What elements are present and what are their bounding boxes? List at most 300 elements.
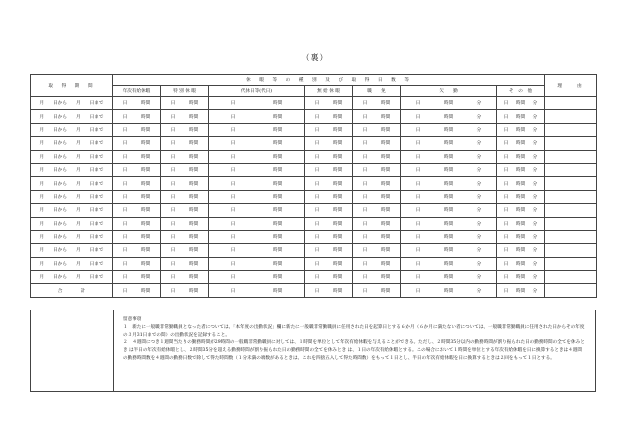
unit-min: 分 bbox=[476, 114, 482, 120]
unit-day: 日 bbox=[230, 208, 236, 214]
leave-cell bbox=[113, 177, 161, 190]
subheader-7: そ の 他 bbox=[497, 86, 545, 97]
leave-cell bbox=[497, 230, 545, 243]
leave-cell bbox=[161, 284, 209, 297]
period-part: 日から bbox=[53, 101, 67, 107]
leave-cell bbox=[401, 123, 497, 136]
period-part: 日から bbox=[53, 208, 67, 214]
period-part: 月 bbox=[76, 154, 81, 160]
leave-cell bbox=[209, 204, 305, 217]
unit-day: 日 bbox=[362, 235, 368, 241]
reason-cell bbox=[545, 123, 597, 136]
unit-hour: 時間 bbox=[189, 154, 199, 160]
leave-units bbox=[305, 154, 352, 160]
period-fields bbox=[31, 114, 112, 120]
unit-day: 日 bbox=[170, 261, 176, 267]
leave-cell bbox=[497, 150, 545, 163]
leave-cell bbox=[353, 217, 401, 230]
unit-day: 日 bbox=[314, 154, 320, 160]
leave-units bbox=[305, 234, 352, 240]
unit-day: 日 bbox=[362, 208, 368, 214]
unit-day: 日 bbox=[415, 261, 421, 267]
unit-day: 日 bbox=[415, 154, 421, 160]
leave-cell bbox=[161, 204, 209, 217]
unit-hour: 時間 bbox=[141, 221, 151, 227]
leave-cell bbox=[401, 177, 497, 190]
period-cell bbox=[31, 150, 113, 163]
unit-hour: 時間 bbox=[189, 194, 199, 200]
leave-units bbox=[353, 100, 400, 106]
period-part: 日まで bbox=[89, 248, 104, 254]
leave-cell bbox=[209, 110, 305, 123]
leave-units bbox=[305, 100, 352, 106]
unit-day: 日 bbox=[170, 208, 176, 214]
leave-cell bbox=[353, 150, 401, 163]
unit-day: 日 bbox=[230, 168, 236, 174]
unit-hour: 時間 bbox=[333, 275, 343, 281]
leave-cell bbox=[353, 97, 401, 110]
leave-units bbox=[209, 247, 304, 253]
leave-units bbox=[353, 261, 400, 267]
unit-day: 日 bbox=[170, 248, 176, 254]
period-part: 日から bbox=[53, 154, 67, 160]
leave-cell bbox=[113, 204, 161, 217]
unit-hour: 時間 bbox=[141, 181, 151, 187]
leave-cell bbox=[113, 230, 161, 243]
unit-day: 日 bbox=[122, 235, 128, 241]
unit-day: 日 bbox=[503, 168, 509, 174]
unit-day: 日 bbox=[415, 141, 421, 147]
unit-day: 日 bbox=[230, 194, 236, 200]
leave-units bbox=[305, 274, 352, 280]
leave-units bbox=[401, 221, 496, 227]
unit-min: 分 bbox=[532, 181, 538, 187]
table-row bbox=[31, 110, 597, 123]
subheader-6: 欠 勤 bbox=[401, 86, 497, 97]
leave-units bbox=[401, 140, 496, 146]
unit-day: 日 bbox=[415, 181, 421, 187]
period-fields bbox=[31, 127, 112, 133]
period-part: 月 bbox=[39, 181, 45, 187]
unit-day: 日 bbox=[362, 141, 368, 147]
leave-cell bbox=[305, 163, 353, 176]
subheader-5: 職 免 bbox=[353, 86, 401, 97]
leave-cell bbox=[401, 150, 497, 163]
unit-hour: 時間 bbox=[273, 114, 283, 120]
leave-cell bbox=[305, 271, 353, 284]
reason-cell bbox=[545, 257, 597, 270]
unit-day: 日 bbox=[314, 194, 320, 200]
period-cell bbox=[31, 123, 113, 136]
period-part: 日から bbox=[53, 168, 67, 174]
unit-hour: 時間 bbox=[189, 288, 199, 294]
period-part: 月 bbox=[39, 141, 45, 147]
leave-units bbox=[209, 114, 304, 120]
unit-day: 日 bbox=[230, 261, 236, 267]
leave-cell bbox=[209, 97, 305, 110]
unit-day: 日 bbox=[230, 288, 236, 294]
period-part: 月 bbox=[39, 168, 45, 174]
unit-hour: 時間 bbox=[515, 168, 526, 174]
unit-day: 日 bbox=[122, 114, 128, 120]
unit-hour: 時間 bbox=[273, 275, 283, 281]
leave-cell bbox=[353, 204, 401, 217]
unit-day: 日 bbox=[170, 288, 176, 294]
leave-units bbox=[497, 127, 544, 133]
unit-day: 日 bbox=[503, 141, 509, 147]
unit-day: 日 bbox=[314, 261, 320, 267]
subheader-1: 年次有給休暇 bbox=[113, 86, 161, 97]
leave-cell bbox=[353, 190, 401, 203]
leave-cell bbox=[353, 123, 401, 136]
leave-cell bbox=[497, 97, 545, 110]
unit-day: 日 bbox=[230, 235, 236, 241]
unit-hour: 時間 bbox=[273, 235, 283, 241]
unit-day: 日 bbox=[415, 194, 421, 200]
unit-day: 日 bbox=[362, 127, 368, 133]
leave-units bbox=[305, 181, 352, 187]
unit-hour: 時間 bbox=[273, 154, 283, 160]
leave-units bbox=[353, 140, 400, 146]
table-row bbox=[31, 204, 597, 217]
leave-units bbox=[113, 221, 160, 227]
unit-min: 分 bbox=[532, 168, 538, 174]
period-part: 日から bbox=[53, 261, 67, 267]
unit-hour: 時間 bbox=[141, 288, 151, 294]
period-part: 月 bbox=[76, 261, 81, 267]
leave-cell bbox=[401, 257, 497, 270]
unit-day: 日 bbox=[122, 248, 128, 254]
unit-hour: 時間 bbox=[443, 221, 454, 227]
unit-hour: 時間 bbox=[381, 154, 391, 160]
unit-hour: 時間 bbox=[141, 114, 151, 120]
reason-cell bbox=[545, 204, 597, 217]
unit-day: 日 bbox=[415, 101, 421, 107]
table-row bbox=[31, 163, 597, 176]
unit-hour: 時間 bbox=[333, 168, 343, 174]
unit-day: 日 bbox=[170, 194, 176, 200]
leave-cell bbox=[209, 163, 305, 176]
reason-cell bbox=[545, 150, 597, 163]
unit-hour: 時間 bbox=[443, 168, 454, 174]
table-row bbox=[31, 177, 597, 190]
unit-day: 日 bbox=[362, 101, 368, 107]
leave-cell bbox=[305, 137, 353, 150]
unit-hour: 時間 bbox=[515, 141, 526, 147]
unit-day: 日 bbox=[314, 127, 320, 133]
unit-day: 日 bbox=[362, 154, 368, 160]
period-part: 日まで bbox=[89, 114, 104, 120]
unit-day: 日 bbox=[230, 181, 236, 187]
unit-hour: 時間 bbox=[273, 141, 283, 147]
unit-hour: 時間 bbox=[515, 261, 526, 267]
unit-hour: 時間 bbox=[333, 114, 343, 120]
notes-left-cell bbox=[31, 310, 114, 391]
leave-cell bbox=[497, 217, 545, 230]
leave-units bbox=[305, 140, 352, 146]
unit-hour: 時間 bbox=[381, 275, 391, 281]
leave-units bbox=[113, 274, 160, 280]
leave-cell bbox=[353, 110, 401, 123]
leave-units bbox=[353, 181, 400, 187]
leave-cell bbox=[209, 230, 305, 243]
period-fields bbox=[31, 261, 112, 267]
unit-hour: 時間 bbox=[515, 288, 526, 294]
period-part: 月 bbox=[39, 221, 45, 227]
leave-units bbox=[401, 247, 496, 253]
unit-day: 日 bbox=[170, 181, 176, 187]
leave-units bbox=[353, 194, 400, 200]
unit-hour: 時間 bbox=[141, 194, 151, 200]
leave-cell bbox=[161, 137, 209, 150]
unit-day: 日 bbox=[503, 261, 509, 267]
leave-cell bbox=[305, 257, 353, 270]
leave-cell bbox=[305, 217, 353, 230]
unit-hour: 時間 bbox=[443, 261, 454, 267]
unit-day: 日 bbox=[362, 275, 368, 281]
reason-cell bbox=[545, 284, 597, 297]
leave-cell bbox=[305, 190, 353, 203]
unit-hour: 時間 bbox=[443, 275, 454, 281]
unit-hour: 時間 bbox=[273, 261, 283, 267]
leave-cell bbox=[497, 204, 545, 217]
unit-day: 日 bbox=[415, 288, 421, 294]
leave-units bbox=[497, 181, 544, 187]
unit-day: 日 bbox=[362, 261, 368, 267]
leave-cell bbox=[305, 123, 353, 136]
period-fields bbox=[31, 154, 112, 160]
period-fields bbox=[31, 207, 112, 213]
unit-day: 日 bbox=[314, 101, 320, 107]
table-row bbox=[31, 137, 597, 150]
leave-units bbox=[305, 207, 352, 213]
period-cell bbox=[31, 190, 113, 203]
period-part: 日から bbox=[53, 248, 67, 254]
period-header: 取 得 期 間 bbox=[31, 75, 113, 97]
leave-units bbox=[209, 274, 304, 280]
unit-day: 日 bbox=[503, 154, 509, 160]
unit-min: 分 bbox=[476, 261, 482, 267]
unit-hour: 時間 bbox=[443, 235, 454, 241]
unit-hour: 時間 bbox=[189, 221, 199, 227]
unit-day: 日 bbox=[503, 275, 509, 281]
leave-units bbox=[161, 247, 208, 253]
period-part: 月 bbox=[76, 221, 81, 227]
unit-day: 日 bbox=[362, 114, 368, 120]
unit-day: 日 bbox=[503, 248, 509, 254]
leave-cell bbox=[305, 150, 353, 163]
leave-type-header: 休 暇 等 の 種 別 及 び 取 得 日 数 等 bbox=[113, 75, 545, 86]
period-part: 日まで bbox=[89, 208, 104, 214]
leave-cell bbox=[497, 257, 545, 270]
unit-hour: 時間 bbox=[189, 168, 199, 174]
leave-cell bbox=[305, 204, 353, 217]
unit-hour: 時間 bbox=[381, 194, 391, 200]
leave-cell bbox=[401, 204, 497, 217]
period-fields bbox=[31, 274, 112, 280]
period-part: 日まで bbox=[89, 101, 104, 107]
unit-min: 分 bbox=[532, 221, 538, 227]
unit-hour: 時間 bbox=[141, 127, 151, 133]
table-row bbox=[31, 150, 597, 163]
unit-day: 日 bbox=[362, 221, 368, 227]
leave-units bbox=[209, 181, 304, 187]
note-item-2: ２ ４週間につき１週間当たりの勤務時間が29時間の一般職非常勤職員に対しては、１時間を単位として年次有給休暇を与えることができる。ただし、２時間35分以内の勤務時間が割り振られた日の勤務時間の全てを休みとき は半日の年次有給休暇とし、２時間35分を超える勤務時間が割り振られた日の勤務時間の全てを休みとき は、１日の年次有給休暇とする。この場合において１時間を単位とする年次有給休暇を日に換算するときは４週間の勤務時間数を４週間の勤務日数で除して得た時間数（１分未満の端数があるときは、これを四捨五入して得た時間数）をもって１日とし、半日の年次有給休暇を日に換算するときは２回をもって１日とする。 bbox=[123, 340, 585, 361]
unit-min: 分 bbox=[532, 141, 538, 147]
unit-day: 日 bbox=[122, 141, 128, 147]
period-fields bbox=[31, 234, 112, 240]
leave-units bbox=[209, 261, 304, 267]
leave-cell bbox=[305, 177, 353, 190]
leave-cell bbox=[113, 190, 161, 203]
period-part: 日まで bbox=[89, 194, 104, 200]
unit-day: 日 bbox=[503, 181, 509, 187]
leave-units bbox=[161, 167, 208, 173]
unit-day: 日 bbox=[362, 194, 368, 200]
period-part: 月 bbox=[76, 194, 81, 200]
leave-units bbox=[113, 234, 160, 240]
leave-units bbox=[209, 154, 304, 160]
unit-day: 日 bbox=[314, 168, 320, 174]
leave-units bbox=[161, 114, 208, 120]
unit-day: 日 bbox=[415, 235, 421, 241]
leave-units bbox=[209, 167, 304, 173]
unit-min: 分 bbox=[476, 208, 482, 214]
unit-hour: 時間 bbox=[333, 181, 343, 187]
period-cell bbox=[31, 163, 113, 176]
unit-day: 日 bbox=[230, 248, 236, 254]
subheader-4: 無 給 休 暇 bbox=[305, 86, 353, 97]
unit-hour: 時間 bbox=[515, 208, 526, 214]
unit-min: 分 bbox=[476, 154, 482, 160]
unit-day: 日 bbox=[415, 208, 421, 214]
unit-min: 分 bbox=[532, 248, 538, 254]
period-part: 日まで bbox=[89, 235, 104, 241]
unit-hour: 時間 bbox=[189, 127, 199, 133]
period-part: 月 bbox=[76, 181, 81, 187]
leave-cell bbox=[113, 284, 161, 297]
unit-hour: 時間 bbox=[189, 101, 199, 107]
unit-hour: 時間 bbox=[189, 275, 199, 281]
leave-units bbox=[161, 194, 208, 200]
leave-units bbox=[113, 127, 160, 133]
unit-day: 日 bbox=[362, 288, 368, 294]
leave-cell bbox=[161, 190, 209, 203]
reason-cell bbox=[545, 230, 597, 243]
leave-units bbox=[497, 288, 544, 294]
unit-hour: 時間 bbox=[443, 127, 454, 133]
leave-cell bbox=[113, 257, 161, 270]
leave-units bbox=[113, 114, 160, 120]
leave-units bbox=[353, 274, 400, 280]
unit-day: 日 bbox=[503, 208, 509, 214]
leave-units bbox=[353, 288, 400, 294]
unit-hour: 時間 bbox=[189, 181, 199, 187]
period-part: 日まで bbox=[89, 221, 104, 227]
leave-units bbox=[401, 167, 496, 173]
unit-day: 日 bbox=[362, 181, 368, 187]
leave-cell bbox=[113, 97, 161, 110]
unit-hour: 時間 bbox=[189, 208, 199, 214]
leave-cell bbox=[401, 190, 497, 203]
unit-hour: 時間 bbox=[141, 275, 151, 281]
unit-day: 日 bbox=[314, 221, 320, 227]
unit-hour: 時間 bbox=[273, 127, 283, 133]
unit-day: 日 bbox=[314, 181, 320, 187]
unit-hour: 時間 bbox=[381, 208, 391, 214]
leave-units bbox=[209, 140, 304, 146]
unit-min: 分 bbox=[476, 275, 482, 281]
leave-cell bbox=[161, 177, 209, 190]
unit-day: 日 bbox=[170, 168, 176, 174]
unit-min: 分 bbox=[476, 141, 482, 147]
leave-cell bbox=[401, 110, 497, 123]
leave-units bbox=[113, 154, 160, 160]
unit-hour: 時間 bbox=[381, 168, 391, 174]
unit-day: 日 bbox=[122, 221, 128, 227]
unit-day: 日 bbox=[170, 127, 176, 133]
leave-units bbox=[113, 194, 160, 200]
leave-units bbox=[401, 127, 496, 133]
leave-units bbox=[353, 207, 400, 213]
unit-hour: 時間 bbox=[515, 181, 526, 187]
subheader-3: 代休日等(代日) bbox=[209, 86, 305, 97]
unit-min: 分 bbox=[476, 235, 482, 241]
unit-day: 日 bbox=[503, 101, 509, 107]
unit-day: 日 bbox=[503, 288, 509, 294]
leave-cell bbox=[209, 284, 305, 297]
leave-units bbox=[401, 234, 496, 240]
unit-min: 分 bbox=[532, 154, 538, 160]
leave-cell bbox=[209, 137, 305, 150]
period-part: 月 bbox=[39, 261, 45, 267]
unit-min: 分 bbox=[532, 261, 538, 267]
unit-min: 分 bbox=[532, 114, 538, 120]
leave-units bbox=[209, 234, 304, 240]
unit-hour: 時間 bbox=[333, 154, 343, 160]
unit-day: 日 bbox=[503, 235, 509, 241]
unit-day: 日 bbox=[230, 127, 236, 133]
reason-cell bbox=[545, 244, 597, 257]
leave-units bbox=[401, 194, 496, 200]
leave-units bbox=[497, 100, 544, 106]
unit-hour: 時間 bbox=[333, 127, 343, 133]
unit-day: 日 bbox=[122, 261, 128, 267]
unit-hour: 時間 bbox=[333, 261, 343, 267]
period-part: 月 bbox=[39, 275, 45, 281]
period-part: 日から bbox=[53, 194, 67, 200]
unit-hour: 時間 bbox=[273, 181, 283, 187]
unit-day: 日 bbox=[503, 221, 509, 227]
unit-day: 日 bbox=[415, 248, 421, 254]
unit-hour: 時間 bbox=[381, 127, 391, 133]
unit-day: 日 bbox=[230, 154, 236, 160]
unit-hour: 時間 bbox=[141, 248, 151, 254]
leave-cell bbox=[161, 217, 209, 230]
leave-cell bbox=[353, 230, 401, 243]
leave-units bbox=[353, 247, 400, 253]
period-cell bbox=[31, 244, 113, 257]
leave-units bbox=[113, 100, 160, 106]
unit-min: 分 bbox=[476, 168, 482, 174]
subheader-2: 特 別 休 暇 bbox=[161, 86, 209, 97]
leave-cell bbox=[161, 123, 209, 136]
unit-day: 日 bbox=[122, 101, 128, 107]
leave-units bbox=[161, 274, 208, 280]
leave-units bbox=[113, 140, 160, 146]
leave-units bbox=[209, 207, 304, 213]
unit-hour: 時間 bbox=[333, 235, 343, 241]
